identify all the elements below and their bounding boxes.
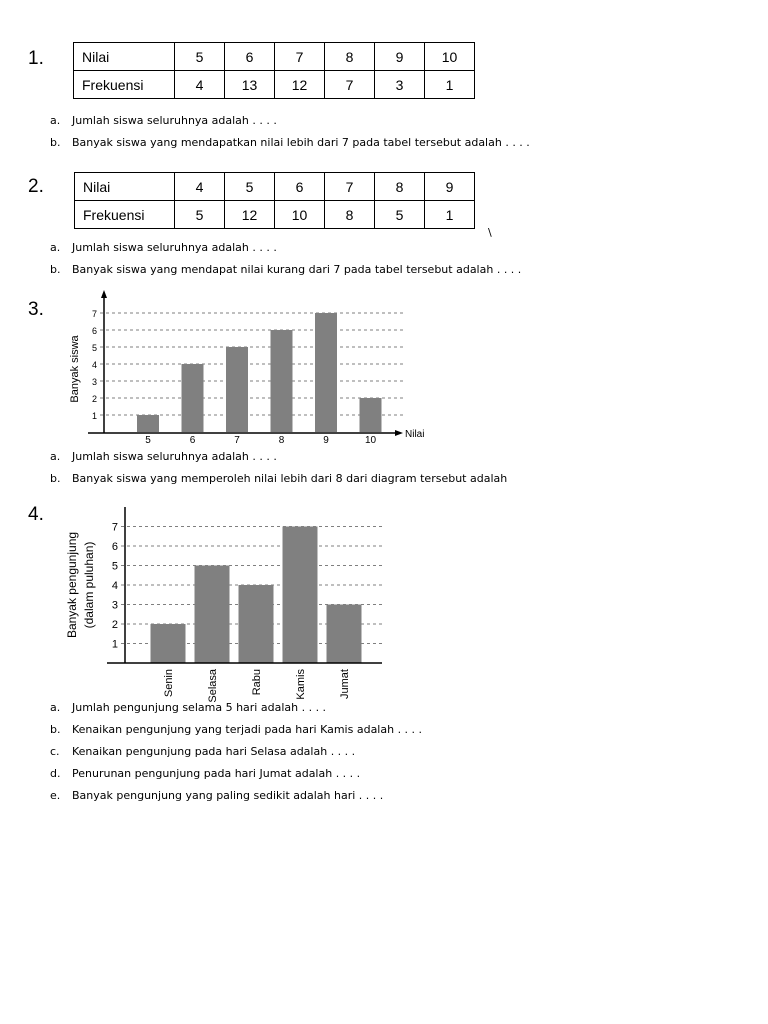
x-tick-label: 9 [323, 435, 329, 446]
question-text: Banyak siswa yang mendapat nilai kurang dari 7 pada tabel tersebut adalah . . . . [72, 263, 522, 276]
question-letter: d. [50, 767, 61, 780]
question-text: Kenaikan pengunjung yang terjadi pada hari Kamis adalah . . . . [72, 723, 423, 736]
y-tick-label: 6 [111, 541, 118, 553]
table-cell: 12 [225, 201, 275, 229]
y-tick-label: 4 [111, 580, 118, 592]
table-cell: 10 [275, 201, 325, 229]
table-cell: 9 [425, 173, 475, 201]
table-cell: Nilai [74, 43, 175, 71]
x-tick-label: 5 [145, 435, 151, 446]
y-tick-label: 1 [91, 411, 97, 421]
question-text: Banyak siswa yang mendapatkan nilai lebih dari 7 pada tabel tersebut adalah . . . . [72, 136, 530, 149]
table-cell: 8 [375, 173, 425, 201]
question-letter: a. [50, 701, 61, 714]
table-cell: 12 [275, 71, 325, 99]
y-tick-label: 6 [91, 326, 97, 336]
table-cell: 13 [225, 71, 275, 99]
question-letter: e. [50, 789, 61, 802]
y-tick-label: 7 [111, 521, 118, 534]
question-4e [50, 789, 383, 803]
table-cell: 4 [175, 71, 225, 99]
y-tick-label: 1 [111, 638, 118, 651]
table-cell: 1 [425, 71, 475, 99]
bar [239, 585, 274, 663]
table-cell: 5 [225, 173, 275, 201]
table-cell: 7 [275, 43, 325, 71]
y-tick-label: 7 [91, 309, 97, 319]
question-letter: a. [50, 241, 61, 254]
bar [195, 566, 230, 664]
x-tick-label: Senin [163, 669, 175, 698]
table-cell: 10 [425, 43, 475, 71]
table-cell: 1 [425, 201, 475, 229]
x-tick-label: 7 [234, 435, 240, 446]
question-4b [50, 723, 422, 737]
table-cell: 7 [325, 71, 375, 99]
table-cell: 8 [325, 201, 375, 229]
y-tick-label: 3 [91, 377, 97, 387]
question-text: Banyak siswa yang memperoleh nilai lebih dari 8 dari diagram tersebut adalah [72, 472, 508, 485]
question-text: Penurunan pengunjung pada hari Jumat adalah . . . . [72, 767, 361, 780]
question-letter: b. [50, 263, 61, 276]
y-tick-label: 2 [91, 394, 97, 404]
y-axis-label-line1: Banyak pengunjung [65, 531, 79, 639]
question-text: Banyak pengunjung yang paling sedikit adalah hari . . . . [72, 789, 384, 802]
x-axis-label: Nilai [405, 429, 425, 440]
bar [151, 624, 186, 663]
problem-4-number: 4. [28, 504, 44, 525]
question-letter: a. [50, 450, 61, 463]
table-cell: 9 [375, 43, 425, 71]
problem-3-number: 3. [28, 299, 44, 320]
y-axis-label: Banyak siswa [69, 335, 81, 403]
table-cell: 5 [175, 201, 225, 229]
y-tick-label: 5 [111, 560, 118, 573]
y-tick-label: 5 [91, 343, 97, 353]
question-4d [50, 767, 360, 781]
table-cell: Frekuensi [74, 71, 175, 99]
question-letter: b. [50, 472, 61, 485]
question-text: Jumlah pengunjung selama 5 hari adalah . . . . [72, 701, 327, 714]
question-4a [50, 701, 326, 715]
question-4c [50, 745, 355, 759]
problem-2-number: 2. [28, 176, 44, 197]
question-letter: b. [50, 136, 61, 149]
x-tick-label: Selasa [207, 669, 219, 703]
stray-mark: \ [488, 226, 492, 239]
table-cell: 6 [275, 173, 325, 201]
bar [283, 527, 318, 664]
y-tick-label: 4 [91, 360, 97, 370]
table-cell: Nilai [75, 173, 175, 201]
question-text: Jumlah siswa seluruhnya adalah . . . . [72, 114, 277, 127]
x-tick-label: 10 [364, 435, 377, 446]
x-tick-label: Kamis [295, 669, 307, 700]
table-cell: 5 [175, 43, 225, 71]
question-letter: a. [50, 114, 61, 127]
question-letter: c. [50, 745, 60, 758]
table-cell: 4 [175, 173, 225, 201]
table-cell: 7 [325, 173, 375, 201]
table-cell: 3 [375, 71, 425, 99]
x-tick-label: Jumat [339, 669, 351, 699]
x-tick-label: Rabu [251, 669, 263, 696]
question-letter: b. [50, 723, 61, 736]
bar [327, 605, 362, 664]
problem-1-number: 1. [28, 48, 44, 69]
table-cell: 6 [225, 43, 275, 71]
x-tick-label: 8 [278, 435, 285, 446]
table-cell: Frekuensi [75, 201, 175, 229]
table-cell: 5 [375, 201, 425, 229]
table-cell: 8 [325, 43, 375, 71]
y-tick-label: 3 [111, 599, 118, 612]
y-tick-label: 2 [111, 619, 118, 631]
x-tick-label: 6 [189, 435, 196, 446]
question-text: Jumlah siswa seluruhnya adalah . . . . [72, 241, 277, 254]
question-text: Jumlah siswa seluruhnya adalah . . . . [72, 450, 277, 463]
y-axis-label-line2: (dalam puluhan) [82, 541, 96, 629]
question-text: Kenaikan pengunjung pada hari Selasa adalah . . . . [72, 745, 356, 758]
